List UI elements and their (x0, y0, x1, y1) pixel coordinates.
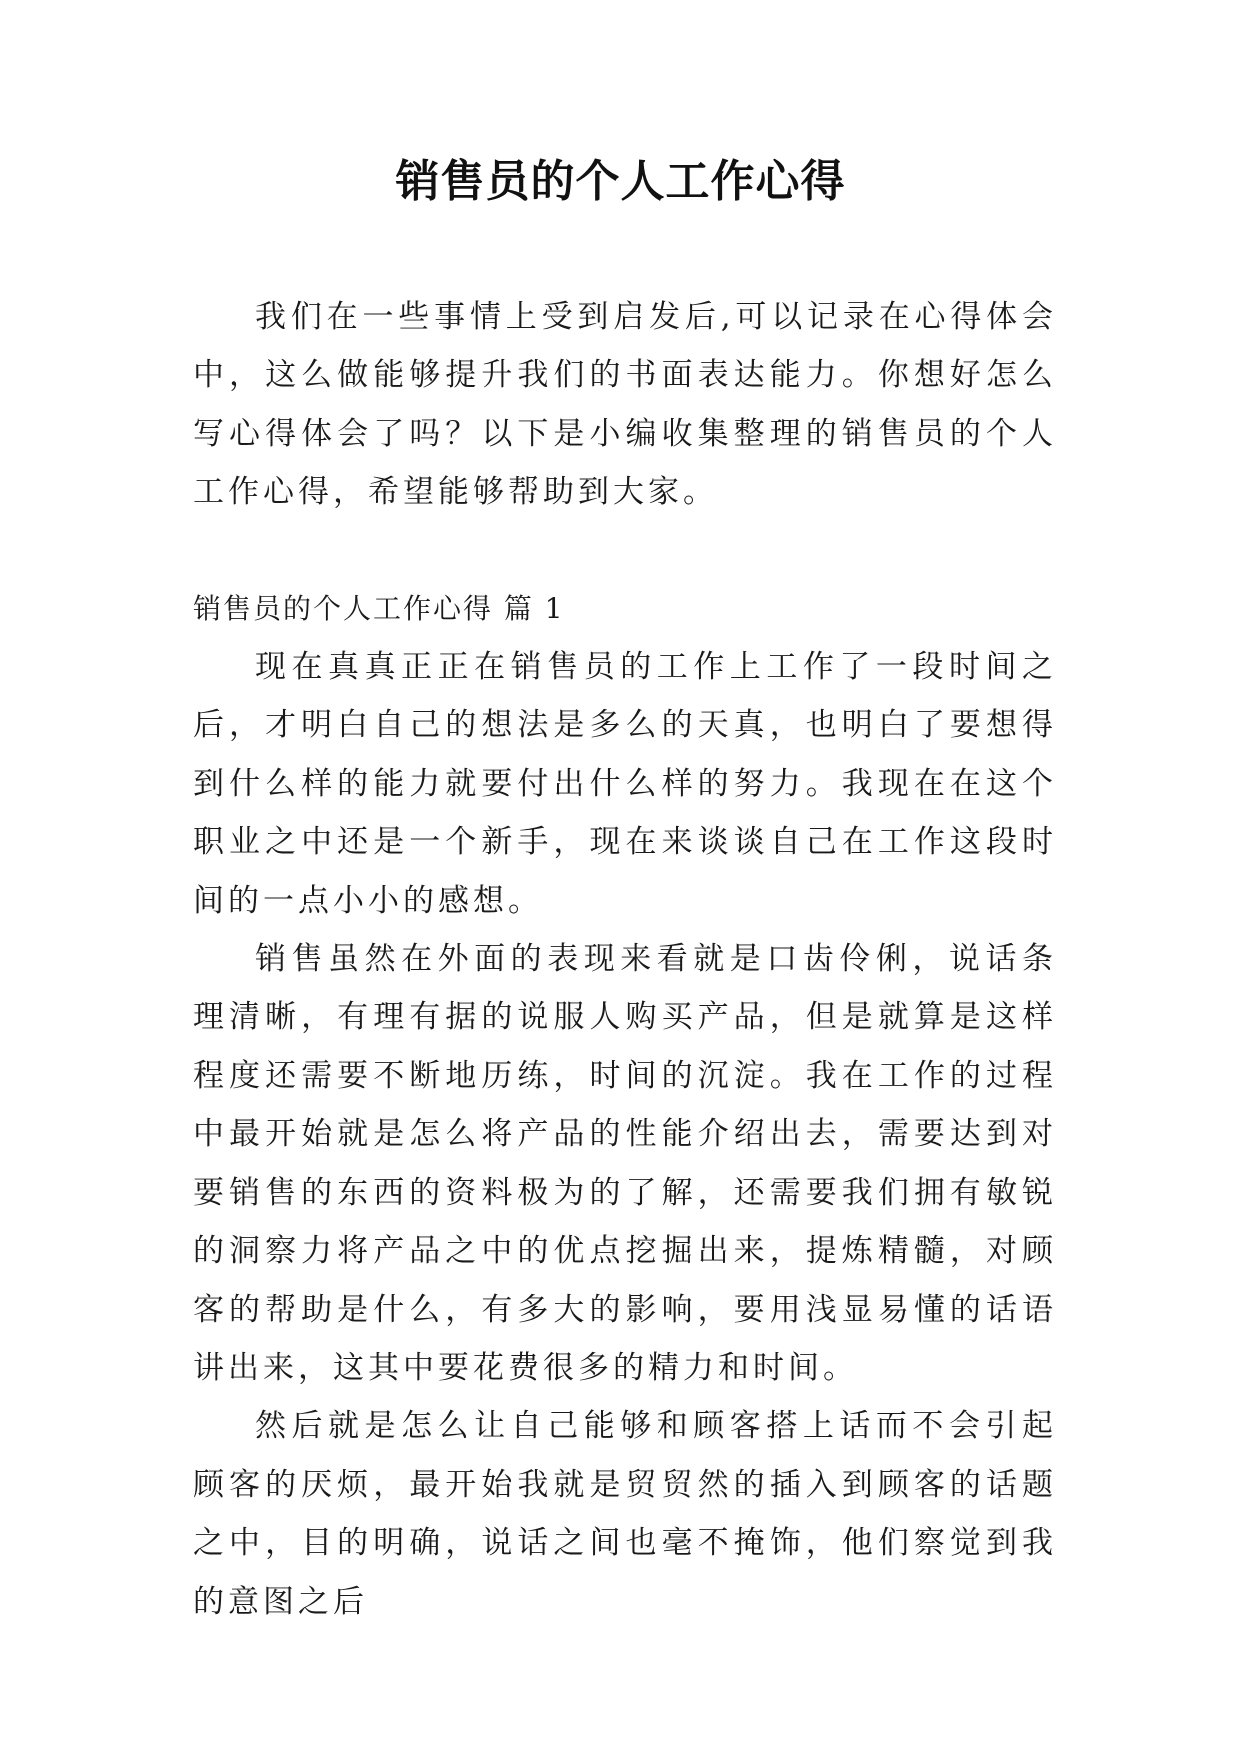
body-paragraph-3: 然后就是怎么让自己能够和顾客搭上话而不会引起顾客的厌烦，最开始我就是贸贸然的插入到顾客的话题之中，目的明确，说话之间也毫不掩饰，他们察觉到我的意图之后 (193, 1408, 1057, 1620)
section-heading: 销售员的个人工作心得 篇 1 (193, 591, 565, 625)
document-title: 销售员的个人工作心得 (395, 156, 846, 207)
intro-paragraph: 我们在一些事情上受到启发后,可以记录在心得体会中，这么做能够提升我们的书面表达能力。你想好怎么写心得体会了吗？以下是小编收集整理的销售员的个人工作心得，希望能够帮助到大家。 (193, 299, 1057, 511)
body-paragraph-1: 现在真真正正在销售员的工作上工作了一段时间之后，才明白自己的想法是多么的天真，也明白了要想得到什么样的能力就要付出什么样的努力。我现在在这个职业之中还是一个新手，现在来谈谈自己在工作这段时间的一点小小的感想。 (193, 649, 1057, 919)
document-body (193, 288, 1057, 1631)
body-paragraph-2: 销售虽然在外面的表现来看就是口齿伶俐，说话条理清晰，有理有据的说服人购买产品，但是就算是这样程度还需要不断地历练，时间的沉淀。我在工作的过程中最开始就是怎么将产品的性能介绍出去，需要达到对要销售的东西的资料极为的了解，还需要我们拥有敏锐的洞察力将产品之中的优点挖掘出来，提炼精髓，对顾客的帮助是什么，有多大的影响，要用浅显易懂的话语讲出来，这其中要花费很多的精力和时间。 (193, 941, 1057, 1386)
